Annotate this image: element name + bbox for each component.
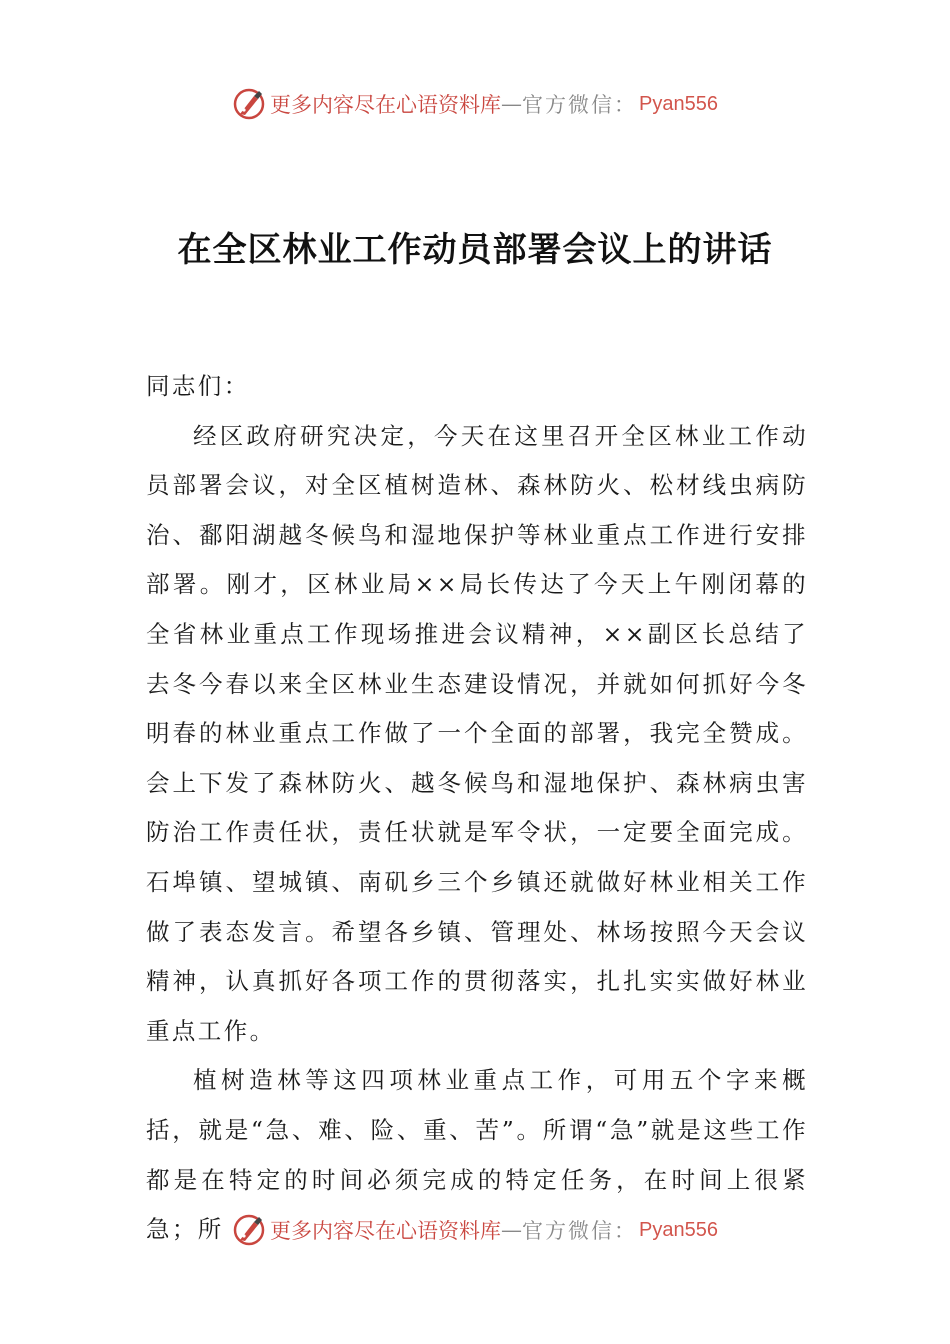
banner-separator: — <box>501 92 523 116</box>
body-paragraph: 植树造林等这四项林业重点工作，可用五个字来概括，就是“急、难、险、重、苦”。所谓“急”就是这些工作都是在特定的时间必须完成的特定任务，在时间上很紧急；所 <box>146 1066 808 1244</box>
pen-nib-circle-logo-icon <box>232 1213 266 1247</box>
body-paragraph: 经区政府研究决定，今天在这里召开全区林业工作动员部署会议，对全区植树造林、森林防火、松材线虫病防治、鄱阳湖越冬候鸟和湿地保护等林业重点工作进行安排部署。刚才，区林业局××局长传达了今天上午刚闭幕的全省林业重点工作现场推进会议精神，××副区长总结了去冬今春以来全区林业生态建设情况，并就如何抓好今冬明春的林业重点工作做了一个全面的部署，我完全赞成。会上下发了森林防火、越冬候鸟和湿地保护、森林病虫害防治工作责任状，责任状就是军令状，一定要全面完成。石埠镇、望城镇、南矶乡三个乡镇还就做好林业相关工作做了表态发言。希望各乡镇、管理处、林场按照今天会议精神，认真抓好各项工作的贯彻落实，扎扎实实做好林业重点工作。 <box>146 421 808 1045</box>
banner-wechat-label: 官方微信： <box>522 1219 638 1243</box>
pen-nib-circle-logo-icon <box>232 87 266 121</box>
banner-separator: — <box>501 1218 523 1242</box>
header-watermark-banner <box>0 84 950 124</box>
document-body <box>146 362 808 1255</box>
banner-main-text: 更多内容尽在心语资料库 <box>270 93 502 117</box>
banner-wechat-id: Pyan556 <box>639 92 718 115</box>
banner-main-text: 更多内容尽在心语资料库 <box>270 1219 502 1243</box>
document-title: 在全区林业工作动员部署会议上的讲话 <box>177 230 773 270</box>
banner-wechat-id: Pyan556 <box>639 1218 718 1241</box>
banner-wechat-label: 官方微信： <box>522 93 638 117</box>
salutation: 同志们： <box>146 372 250 400</box>
footer-watermark-banner <box>0 1210 950 1250</box>
